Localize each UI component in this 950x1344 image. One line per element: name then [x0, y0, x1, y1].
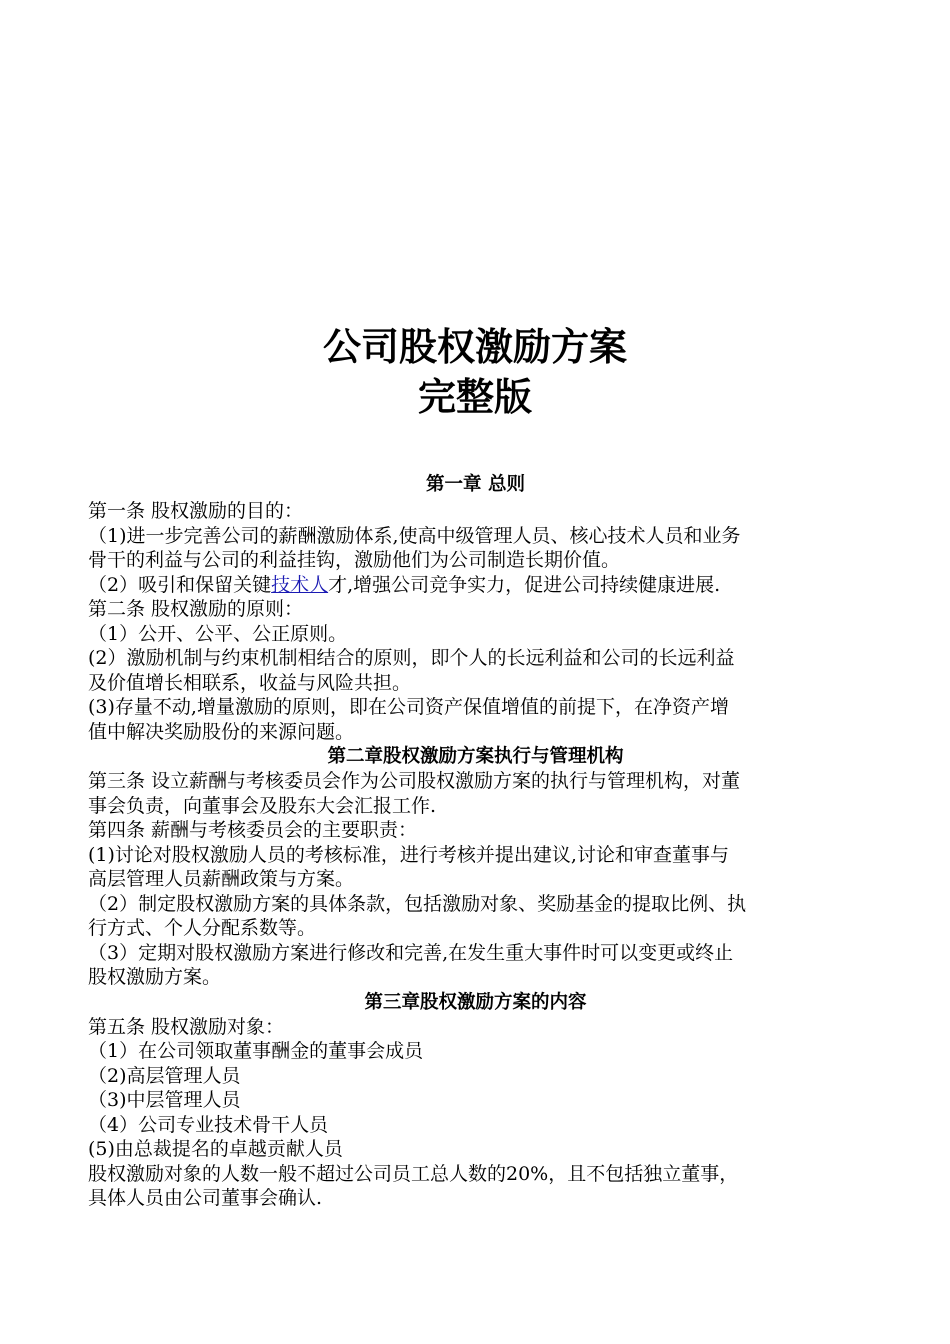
- article-1-para-2-text-before: （2）吸引和保留关键: [88, 573, 272, 596]
- article-2-para-3-line-2: 值中解决奖励股份的来源问题。: [88, 720, 355, 743]
- article-4-title: 第四条 薪酬与考核委员会的主要职责：: [88, 819, 418, 841]
- article-2-para-3-line-1: (3)存量不动,增量激励的原则，即在公司资产保值增值的前提下，在净资产增: [88, 696, 729, 718]
- article-4-para-3-line-1: （3）定期对股权激励方案进行修改和完善,在发生重大事件时可以变更或终止: [88, 941, 734, 964]
- article-1-para-1-line-1: （1)进一步完善公司的薪酬激励体系,使高中级管理人员、核心技术人员和业务: [88, 524, 741, 547]
- article-5-title: 第五条 股权激励对象：: [88, 1015, 285, 1038]
- article-2-para-2-line-2: 及价值增长相联系，收益与风险共担。: [88, 671, 412, 694]
- article-4-para-2-line-2: 行方式、个人分配系数等。: [88, 917, 317, 939]
- article-1-para-1-line-2: 骨干的利益与公司的利益挂钩，激励他们为公司制造长期价值。: [88, 549, 621, 571]
- article-3-line-1: 第三条 设立薪酬与考核委员会作为公司股权激励方案的执行与管理机构，对董: [88, 770, 741, 792]
- article-5-item-2: （2)高层管理人员: [88, 1064, 241, 1087]
- article-2-para-1: （1）公开、公平、公正原则。: [88, 622, 348, 645]
- chapter-3-heading: 第三章股权激励方案的内容: [364, 991, 587, 1013]
- article-1-para-2: [88, 573, 863, 598]
- article-1-para-2-text-after: 才,增强公司竞争实力，促进公司持续健康进展.: [328, 573, 721, 596]
- chapter-1-heading: 第一章 总则: [426, 474, 525, 495]
- article-4-para-3-line-2: 股权激励方案。: [88, 966, 222, 988]
- article-5-item-3: （3)中层管理人员: [88, 1089, 241, 1111]
- article-1-title: 第一条 股权激励的目的：: [88, 500, 304, 522]
- article-4-para-2-line-1: （2）制定股权激励方案的具体条款，包括激励对象、奖励基金的提取比例、执: [88, 892, 747, 915]
- article-2-para-2-line-1: (2）激励机制与约束机制相结合的原则，即个人的长远利益和公司的长远利益: [88, 647, 735, 669]
- title-line-1: 公司股权激励方案: [322, 325, 627, 369]
- document-body: [88, 472, 863, 1211]
- article-5-note-line-1: 股权激励对象的人数一般不超过公司员工总人数的20%，且不包括独立董事，: [88, 1162, 739, 1185]
- technical-talent-link[interactable]: 技术人: [271, 573, 329, 596]
- document-title: [0, 322, 950, 422]
- article-4-para-1-line-1: (1)讨论对股权激励人员的考核标准，进行考核并提出建议,讨论和审查董事与: [88, 843, 729, 866]
- article-4-para-1-line-2: 高层管理人员薪酬政策与方案。: [88, 868, 355, 890]
- article-5-item-1: （1）在公司领取董事酬金的董事会成员: [88, 1040, 424, 1062]
- article-5-item-5: (5)由总裁提名的卓越贡献人员: [88, 1138, 343, 1160]
- article-5-note-line-2: 具体人员由公司董事会确认.: [88, 1187, 323, 1209]
- chapter-2-heading: 第二章股权激励方案执行与管理机构: [327, 746, 624, 767]
- article-5-item-4: （4）公司专业技术骨干人员: [88, 1113, 329, 1136]
- article-3-line-2: 事会负责，向董事会及股东大会汇报工作.: [88, 794, 437, 817]
- article-2-title: 第二条 股权激励的原则：: [88, 598, 304, 620]
- title-line-2: 完整版: [417, 375, 532, 419]
